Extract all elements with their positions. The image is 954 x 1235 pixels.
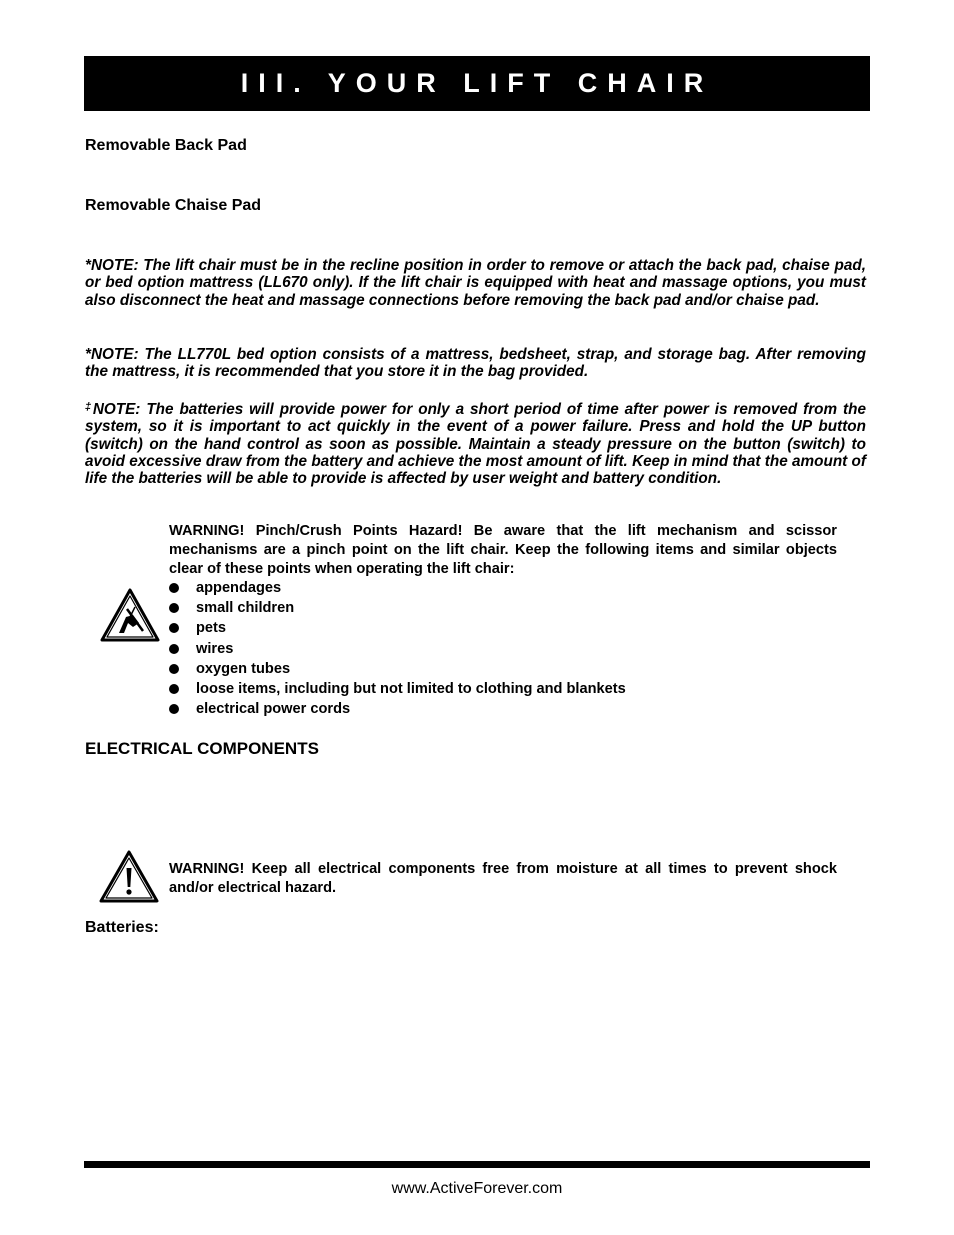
bullet-icon	[169, 704, 179, 714]
bullet-icon	[169, 623, 179, 633]
section-title: III. YOUR LIFT CHAIR	[240, 68, 714, 98]
footer-url: www.ActiveForever.com	[391, 1180, 563, 1197]
heading-batteries: Batteries:	[85, 919, 159, 936]
section-title-banner	[84, 56, 870, 111]
list-item: appendages	[169, 578, 626, 598]
note-recline-position: *NOTE: The lift chair must be in the recline position in order to remove or attach the back pad, chaise pad, or bed option mattress (LL670 only). If the lift chair is equipped with heat and massage options, you must also disconnect the heat and massage connections before removing the back pad and/or chaise pad.	[85, 257, 866, 309]
heading-removable-chaise-pad: Removable Chaise Pad	[85, 197, 262, 214]
pinch-warning-text: WARNING! Pinch/Crush Points Hazard! Be aware that the lift mechanism and scissor mechanisms are a pinch point on the lift chair. Keep the following items and similar objects clear of these points when operating the lift chair:	[169, 523, 837, 577]
bullet-icon	[169, 644, 179, 654]
list-item: oxygen tubes	[169, 659, 626, 679]
list-item: pets	[169, 618, 626, 638]
footer-rule	[84, 1161, 870, 1168]
note-bed-option: *NOTE: The LL770L bed option consists of a mattress, bedsheet, strap, and storage bag. After removing the mattress, it is recommended that you store it in the bag provided.	[85, 346, 866, 381]
bullet-icon	[169, 603, 179, 613]
list-item: wires	[169, 639, 626, 659]
heading-removable-back-pad: Removable Back Pad	[85, 137, 247, 154]
list-item: loose items, including but not limited to clothing and blankets	[169, 679, 626, 699]
double-dagger-mark: ‡	[85, 401, 93, 413]
list-item: small children	[169, 598, 626, 618]
bullet-icon	[169, 583, 179, 593]
exclamation-warning-icon	[98, 849, 160, 905]
electrical-warning-text: WARNING! Keep all electrical components free from moisture at all times to prevent shock and/or electrical hazard.	[169, 861, 837, 896]
note-batteries	[85, 401, 866, 487]
bullet-icon	[169, 664, 179, 674]
pinch-items-list	[169, 578, 626, 719]
heading-electrical-components: ELECTRICAL COMPONENTS	[85, 739, 319, 758]
list-item: electrical power cords	[169, 699, 626, 719]
pinch-hazard-icon	[99, 587, 161, 644]
note-batteries-text: NOTE: The batteries will provide power for only a short period of time after power is removed from the system, so it is important to act quickly in the event of a power failure. Press and hold the UP button (switch) on the hand control as soon as possible. Maintain a steady pressure on the button (switch) to avoid excessive draw from the battery and achieve the most amount of lift. Keep in mind that the amount of life the batteries will be able to provide is affected by user weight and battery condition.	[85, 401, 866, 488]
bullet-icon	[169, 684, 179, 694]
